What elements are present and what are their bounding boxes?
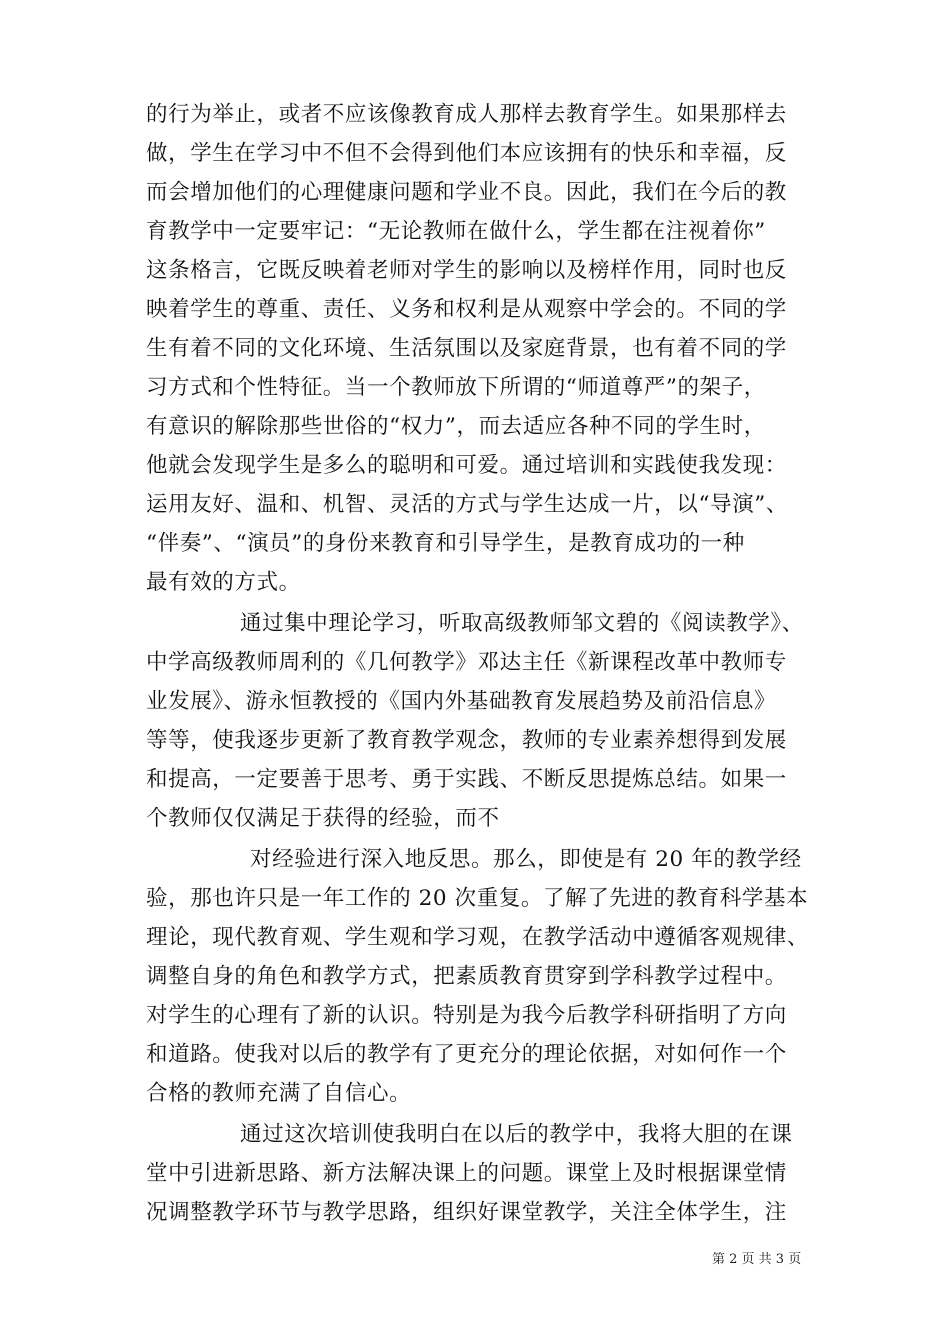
- text-line: 这条格言，它既反映着老师对学生的影响以及榜样作用，同时也反: [146, 258, 787, 283]
- text-line: 育教学中一定要牢记：“无论教师在做什么，学生都在注视着你”: [146, 219, 766, 244]
- text-line: 对学生的心理有了新的认识。特别是为我今后教学科研指明了方向: [146, 1003, 787, 1028]
- text-line: 中学高级教师周利的《几何教学》邓达主任《新课程改革中教师专: [146, 650, 787, 675]
- text-line: 习方式和个性特征。当一个教师放下所谓的“师道尊严”的架子，: [146, 375, 766, 400]
- text-line: 业发展》、游永恒教授的《国内外基础教育发展趋势及前沿信息》: [146, 689, 777, 714]
- text-line: 通过集中理论学习，听取高级教师邹文碧的《阅读教学》、: [240, 611, 804, 636]
- text-line: 做，学生在学习中不但不会得到他们本应该拥有的快乐和幸福，反: [146, 141, 787, 166]
- text-line: 的行为举止，或者不应该像教育成人那样去教育学生。如果那样去: [146, 102, 787, 127]
- text-line: 理论，现代教育观、学生观和学习观，在教学活动中遵循客观规律、: [146, 925, 810, 950]
- text-line: 合格的教师充满了自信心。: [146, 1081, 412, 1106]
- text-line: 通过这次培训使我明白在以后的教学中，我将大胆的在课: [240, 1122, 793, 1147]
- page-number: 第 2 页 共 3 页: [712, 1252, 802, 1267]
- text-line: 对经验进行深入地反思。那么，即使是有 20 年的教学经: [250, 847, 802, 872]
- text-line: 生有着不同的文化环境、生活氛围以及家庭背景，也有着不同的学: [146, 336, 787, 361]
- text-line: 映着学生的尊重、责任、义务和权利是从观察中学会的。不同的学: [146, 297, 787, 322]
- text-line: “伴奏”、“演员”的身份来教育和引导学生，是教育成功的一种: [146, 531, 745, 556]
- text-line: 况调整教学环节与教学思路，组织好课堂教学，关注全体学生，注: [146, 1200, 787, 1225]
- text-line: 和道路。使我对以后的教学有了更充分的理论依据，对如何作一个: [146, 1042, 787, 1067]
- text-line: 运用友好、温和、机智、灵活的方式与学生达成一片，以“导演”、: [146, 492, 788, 517]
- text-line: 等等，使我逐步更新了教育教学观念，教师的专业素养想得到发展: [146, 728, 787, 753]
- text-line: 最有效的方式。: [146, 570, 301, 595]
- text-line: 堂中引进新思路、新方法解决课上的问题。课堂上及时根据课堂情: [146, 1161, 787, 1186]
- text-line: 调整自身的角色和教学方式，把素质教育贯穿到学科教学过程中。: [146, 964, 787, 989]
- text-line: 个教师仅仅满足于获得的经验，而不: [146, 806, 500, 831]
- text-line: 和提高，一定要善于思考、勇于实践、不断反思提炼总结。如果一: [146, 767, 787, 792]
- text-line: 有意识的解除那些世俗的“权力”，而去适应各种不同的学生时，: [146, 414, 766, 439]
- text-line: 他就会发现学生是多么的聪明和可爱。通过培训和实践使我发现：: [146, 453, 787, 478]
- text-line: 验，那也许只是一年工作的 20 次重复。了解了先进的教育科学基本: [146, 886, 809, 911]
- text-line: 而会增加他们的心理健康问题和学业不良。因此，我们在今后的教: [146, 180, 787, 205]
